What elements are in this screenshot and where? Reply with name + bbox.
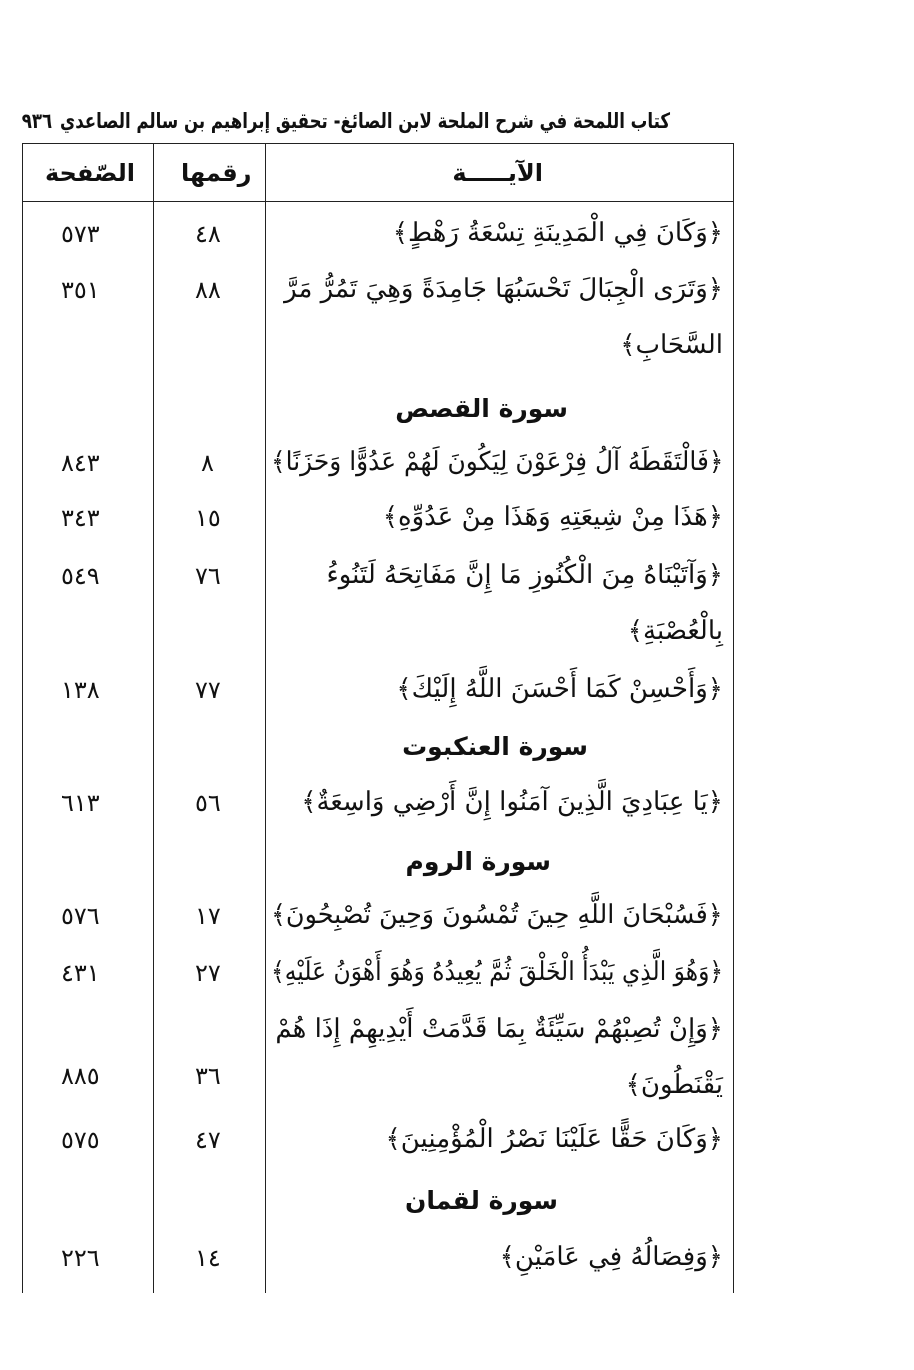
verse-text: ﴿وَهُوَ الَّذِي يَبْدَأُ الْخَلْقَ ثُمَّ يُعِيدُهُ وَهُوَ أَهْوَنُ عَلَيْهِ﴾ <box>270 957 723 987</box>
page-ref: ٨٤٣ <box>61 449 100 477</box>
verse-text: ﴿يَا عِبَادِيَ الَّذِينَ آمَنُوا إِنَّ أَرْضِي وَاسِعَةٌ﴾ <box>301 787 723 817</box>
verse-text: ﴿وَكَانَ حَقًّا عَلَيْنَا نَصْرُ الْمُؤْمِنِينَ﴾ <box>385 1124 723 1154</box>
page-ref: ٢٢٦ <box>61 1244 100 1272</box>
verse-text: ﴿وَأَحْسِنْ كَمَا أَحْسَنَ اللَّهُ إِلَيْكَ﴾ <box>396 674 723 704</box>
column-divider <box>153 144 154 1293</box>
verse-number: ١٤ <box>195 1244 221 1272</box>
verse-number: ٧٧ <box>195 676 221 704</box>
verse-number: ٤٨ <box>195 220 221 248</box>
verse-number: ٤٧ <box>195 1126 221 1154</box>
column-divider <box>265 144 266 1293</box>
book-title: كتاب اللمحة في شرح الملحة لابن الصائغ- تحقيق إبراهيم بن سالم الصاعدي <box>59 109 671 133</box>
verse-text: ﴿وَفِصَالُهُ فِي عَامَيْنِ﴾ <box>499 1242 723 1272</box>
page-ref: ٥٤٩ <box>61 562 100 590</box>
verse-text: ﴿فَسُبْحَانَ اللَّهِ حِينَ تُمْسُونَ وَحِينَ تُصْبِحُونَ﴾ <box>271 900 723 930</box>
surah-heading: سورة القصص <box>395 394 568 423</box>
page-ref: ٣٤٣ <box>61 504 100 532</box>
page-number: ٩٣٦ <box>21 109 53 133</box>
verse-index-table <box>22 143 734 1293</box>
verse-number: ٨ <box>201 449 214 477</box>
page-ref: ٦١٣ <box>61 789 100 817</box>
verse-text: ﴿وَتَرَى الْجِبَالَ تَحْسَبُهَا جَامِدَةً وَهِيَ تَمُرُّ مَرَّ <box>284 274 723 304</box>
verse-text: ﴿فَالْتَقَطَهُ آلُ فِرْعَوْنَ لِيَكُونَ لَهُمْ عَدُوًّا وَحَزَنًا﴾ <box>270 447 723 477</box>
column-header-number: رقمها <box>181 159 252 187</box>
surah-heading: سورة الروم <box>405 847 551 876</box>
column-header-verse: الآيـــــة <box>452 159 543 187</box>
verse-number: ٥٦ <box>195 789 221 817</box>
page-ref: ٣٥١ <box>61 276 100 304</box>
page-ref: ١٣٨ <box>61 676 100 704</box>
verse-text: ﴿وَإِنْ تُصِبْهُمْ سَيِّئَةٌ بِمَا قَدَّمَتْ أَيْدِيهِمْ إِذَا هُمْ <box>275 1014 723 1044</box>
verse-number: ٧٦ <box>195 562 221 590</box>
column-header-page: الصّفحة <box>45 159 136 187</box>
verse-text: ﴿وَكَانَ فِي الْمَدِينَةِ تِسْعَةُ رَهْطٍ﴾ <box>392 218 723 248</box>
surah-heading: سورة لقمان <box>405 1186 558 1215</box>
surah-heading: سورة العنكبوت <box>402 732 588 761</box>
verse-text: ﴿وَآتَيْنَاهُ مِنَ الْكُنُوزِ مَا إِنَّ مَفَاتِحَهُ لَتَنُوءُ <box>326 560 723 590</box>
verse-number: ٢٧ <box>195 959 221 987</box>
header-divider <box>23 201 733 202</box>
verse-text-continued: السَّحَابِ﴾ <box>620 330 723 360</box>
verse-number: ١٧ <box>195 902 221 930</box>
verse-number: ٣٦ <box>195 1062 221 1090</box>
running-header <box>21 101 671 141</box>
verse-text: ﴿هَذَا مِنْ شِيعَتِهِ وَهَذَا مِنْ عَدُوِّهِ﴾ <box>382 502 723 532</box>
verse-number: ٨٨ <box>195 276 221 304</box>
page-ref: ٥٧٣ <box>61 220 100 248</box>
page-ref: ٥٧٥ <box>61 1126 100 1154</box>
page-ref: ٤٣١ <box>61 959 100 987</box>
page-ref: ٥٧٦ <box>61 902 100 930</box>
verse-number: ١٥ <box>195 504 221 532</box>
verse-text-continued: يَقْنَطُونَ﴾ <box>625 1070 723 1100</box>
verse-text-continued: بِالْعُصْبَةِ﴾ <box>627 616 723 646</box>
page-ref: ٨٨٥ <box>61 1062 100 1090</box>
